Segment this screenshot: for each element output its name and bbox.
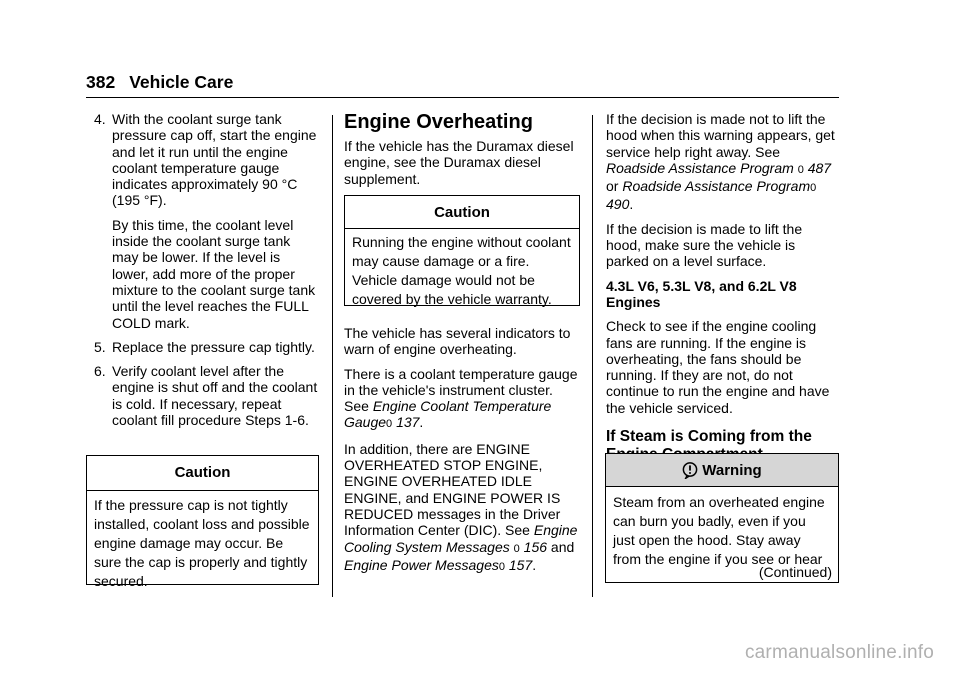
- caution-text: If the pressure cap is not tightly installed, coolant loss and possible engine damage may occur. Be sure the cap is properly and tightly secured.: [94, 497, 310, 589]
- step-number: 5.: [94, 338, 106, 355]
- caution-text: Running the engine without coolant may cause damage or a fire. Vehicle damage would not be covered by the vehicle warranty.: [352, 234, 571, 307]
- step-number: 6.: [94, 363, 106, 380]
- warning-icon: [682, 462, 698, 479]
- section-heading: Engine Overheating: [344, 111, 533, 133]
- text: .: [629, 196, 634, 213]
- paragraph: [344, 366, 580, 433]
- paragraph: The vehicle has several indicators to warn of engine overheating.: [344, 325, 571, 358]
- cross-reference-link[interactable]: Roadside Assistance Program: [622, 178, 811, 195]
- step-6: [94, 363, 318, 428]
- text: .: [532, 556, 537, 573]
- caution-title: Caution: [87, 464, 318, 491]
- paragraph: Check to see if the engine cooling fans are running. If the engine is overheating, the fans should be running. If they are not, do not continue to run the engine and have the vehicle serviced.: [606, 318, 830, 416]
- page-reference: 487: [807, 159, 832, 176]
- text: In addition, there are ENGINE OVERHEATED STOP ENGINE, ENGINE OVERHEATED IDLE ENGINE, and ENGINE POWER IS REDUCED messages in the Driver Information Center (DIC). See: [344, 440, 561, 539]
- text: and: [547, 538, 575, 555]
- step-text: Verify coolant level after the engine is shut off and the coolant is cold. If necessary, repeat coolant fill procedure Steps 1-6.: [112, 363, 318, 429]
- paragraph: If the decision is made to lift the hood, make sure the vehicle is parked on a level surface.: [606, 220, 803, 270]
- step-text: With the coolant surge tank pressure cap off, start the engine and let it run until the engine coolant temperature gauge indicates approximately 90 °C (195 °F).: [112, 111, 317, 209]
- column-1: [94, 111, 318, 428]
- paragraph: [606, 111, 840, 213]
- step-subtext: By this time, the coolant level inside the coolant surge tank may be lower. If the level is lower, add more of the proper mixture to the coolant surge tank until the level reaches the FULL COLD mark.: [112, 216, 316, 331]
- text: If the decision is made not to lift the hood when this warning appears, get service help right away. See: [606, 111, 835, 160]
- caution-box: [344, 195, 580, 306]
- warning-box: [605, 453, 839, 583]
- engines-label: 4.3L V6, 5.3L V8, and 6.2L V8 Engines: [606, 277, 797, 310]
- page-number: 382: [86, 72, 116, 92]
- page-reference: 157: [508, 556, 533, 573]
- page-reference-icon: 0: [810, 182, 817, 195]
- warning-header: [606, 454, 838, 487]
- section-title: Vehicle Care: [129, 72, 234, 92]
- page-reference: 137: [396, 414, 420, 431]
- page-reference-icon: 0: [498, 560, 505, 573]
- cross-reference-link[interactable]: Engine Cooling System Messages: [344, 522, 578, 555]
- page-reference: 490: [606, 196, 630, 213]
- page-reference-icon: 0: [513, 542, 520, 555]
- page-reference-icon: 0: [797, 163, 804, 176]
- caution-box: [86, 455, 319, 589]
- step-text: Replace the pressure cap tightly.: [112, 338, 315, 355]
- warning-title: Warning: [702, 461, 762, 479]
- column-divider: [332, 115, 333, 597]
- cross-reference-link[interactable]: Roadside Assistance Program: [606, 159, 794, 176]
- step-4: [94, 111, 318, 331]
- text: There is a coolant temperature gauge in the vehicle's instrument cluster. See: [344, 365, 578, 415]
- paragraph: [344, 441, 580, 575]
- cross-reference-link[interactable]: Engine Power Messages: [344, 556, 499, 573]
- text: .: [419, 414, 424, 431]
- page-reference: 156: [523, 538, 548, 555]
- watermark: carmanualsonline.info: [744, 642, 934, 663]
- column-2-body: [344, 325, 580, 575]
- header-rule: [86, 97, 839, 98]
- subsection-heading: If Steam is Coming from the: [606, 428, 812, 446]
- step-number: 4.: [94, 111, 106, 127]
- column-2: [344, 111, 580, 187]
- column-divider: [592, 115, 593, 597]
- page-header: [86, 72, 233, 93]
- continued-label: (Continued): [758, 564, 832, 580]
- step-5: [94, 339, 318, 355]
- cross-reference-link[interactable]: Engine Coolant Temperature Gauge: [344, 398, 552, 431]
- column-3: [606, 111, 840, 464]
- warning-text: Steam from an overheated engine can burn you badly, even if you just open the hood. Stay away from the engine if you see or hear: [613, 494, 825, 567]
- text: or: [606, 178, 623, 195]
- intro-text: If the vehicle has the Duramax diesel engine, see the Duramax diesel supplement.: [344, 138, 574, 187]
- caution-title: Caution: [345, 204, 579, 229]
- page-reference-icon: 0: [386, 418, 393, 431]
